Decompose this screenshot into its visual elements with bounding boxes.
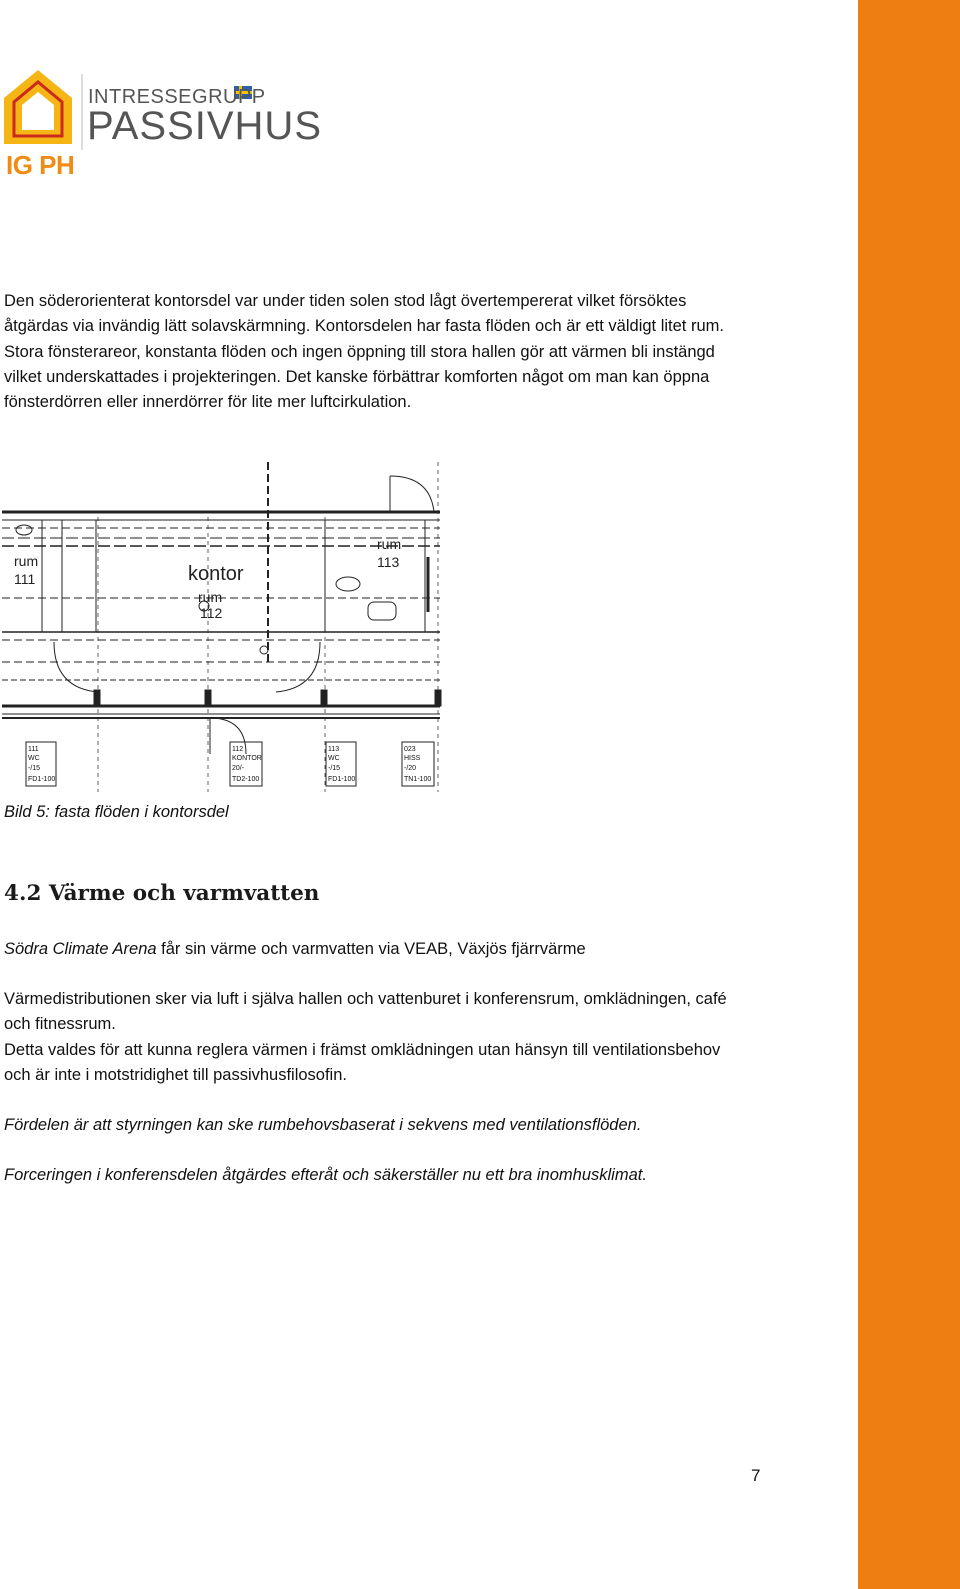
arena-name: Södra Climate Arena — [4, 940, 157, 958]
figure-caption: Bild 5: fasta flöden i kontorsdel — [4, 803, 229, 821]
section-heading: 4.2 Värme och varmvatten — [4, 881, 320, 906]
page-number: 7 — [751, 1466, 761, 1485]
room-112-number: 112 — [200, 605, 223, 621]
svg-text:-/20: -/20 — [404, 765, 417, 772]
svg-text:20/-: 20/- — [232, 765, 245, 772]
room-tag-023 — [402, 742, 434, 786]
svg-text:112: 112 — [232, 746, 244, 753]
svg-text:023: 023 — [404, 746, 416, 753]
svg-text:WC: WC — [328, 755, 340, 762]
logo-line2: PASSIVHUS — [87, 104, 322, 148]
room-tag-113 — [326, 742, 356, 786]
paragraph-office-overheating: Den söderorienterat kontorsdel var under tiden solen stod lågt övertempererat vilket försöktes åtgärdas via invändig lätt solavskärmning. Kontorsdelen har fasta flöden och är ett väldigt litet rum. Stora fönsterareor, konstanta flöden och ingen öppning till stora hallen gör att värmen bli instängd vilket underskattades i projekteringen. Det kanske förbättrar komforten något om man kan öppna fönsterdörren eller innerdörrer för lite mer luftcirkulation. — [4, 292, 724, 412]
room-tag-111 — [26, 742, 56, 786]
logo-abbreviation: IG PH — [6, 150, 75, 180]
paragraph-heat-distribution: Värmedistributionen sker via luft i själva hallen och vattenburet i konferensrum, omklädningen, café och fitnessrum. — [4, 990, 727, 1034]
paragraph-advantage: Fördelen är att styrningen kan ske rumbehovsbaserat i sekvens med ventilationsflöden. — [4, 1116, 642, 1134]
paragraph-heat-control: Detta valdes för att kunna reglera värmen i främst omklädningen utan hänsyn till ventilationsbehov och är inte i motstridighet till passivhusfilosofin. — [4, 1041, 721, 1085]
logo-line1: INTRESSEGRUPP — [88, 86, 266, 108]
room-112-subword: rum — [198, 589, 223, 605]
svg-text:HISS: HISS — [404, 755, 421, 762]
svg-text:TD2-100: TD2-100 — [232, 776, 260, 783]
office-floor-plan — [0, 462, 444, 798]
paragraph-heating-source — [4, 937, 749, 962]
svg-text:WC: WC — [28, 755, 40, 762]
svg-text:111: 111 — [28, 746, 39, 753]
heating-source-text: får sin värme och varmvatten via VEAB, Växjös fjärrvärme — [156, 940, 586, 958]
svg-text:-/15: -/15 — [28, 765, 41, 772]
room-113-number: 113 — [377, 554, 400, 570]
room-113-word: rum — [377, 536, 402, 552]
svg-text:TN1-100: TN1-100 — [404, 776, 432, 783]
paragraph-forcing: Forceringen i konferensdelen åtgärdes efteråt och säkerställer nu ett bra inomhusklimat. — [4, 1166, 647, 1184]
orange-side-band — [858, 0, 960, 1589]
svg-text:KONTOR: KONTOR — [232, 755, 262, 762]
room-111-number: 111 — [14, 571, 36, 587]
svg-text:113: 113 — [328, 746, 340, 753]
svg-text:FD1-100: FD1-100 — [328, 776, 356, 783]
svg-text:-/15: -/15 — [328, 765, 341, 772]
room-111-word: rum — [14, 553, 39, 569]
svg-text:FD1-100: FD1-100 — [28, 776, 56, 783]
room-112-word: kontor — [188, 563, 244, 585]
